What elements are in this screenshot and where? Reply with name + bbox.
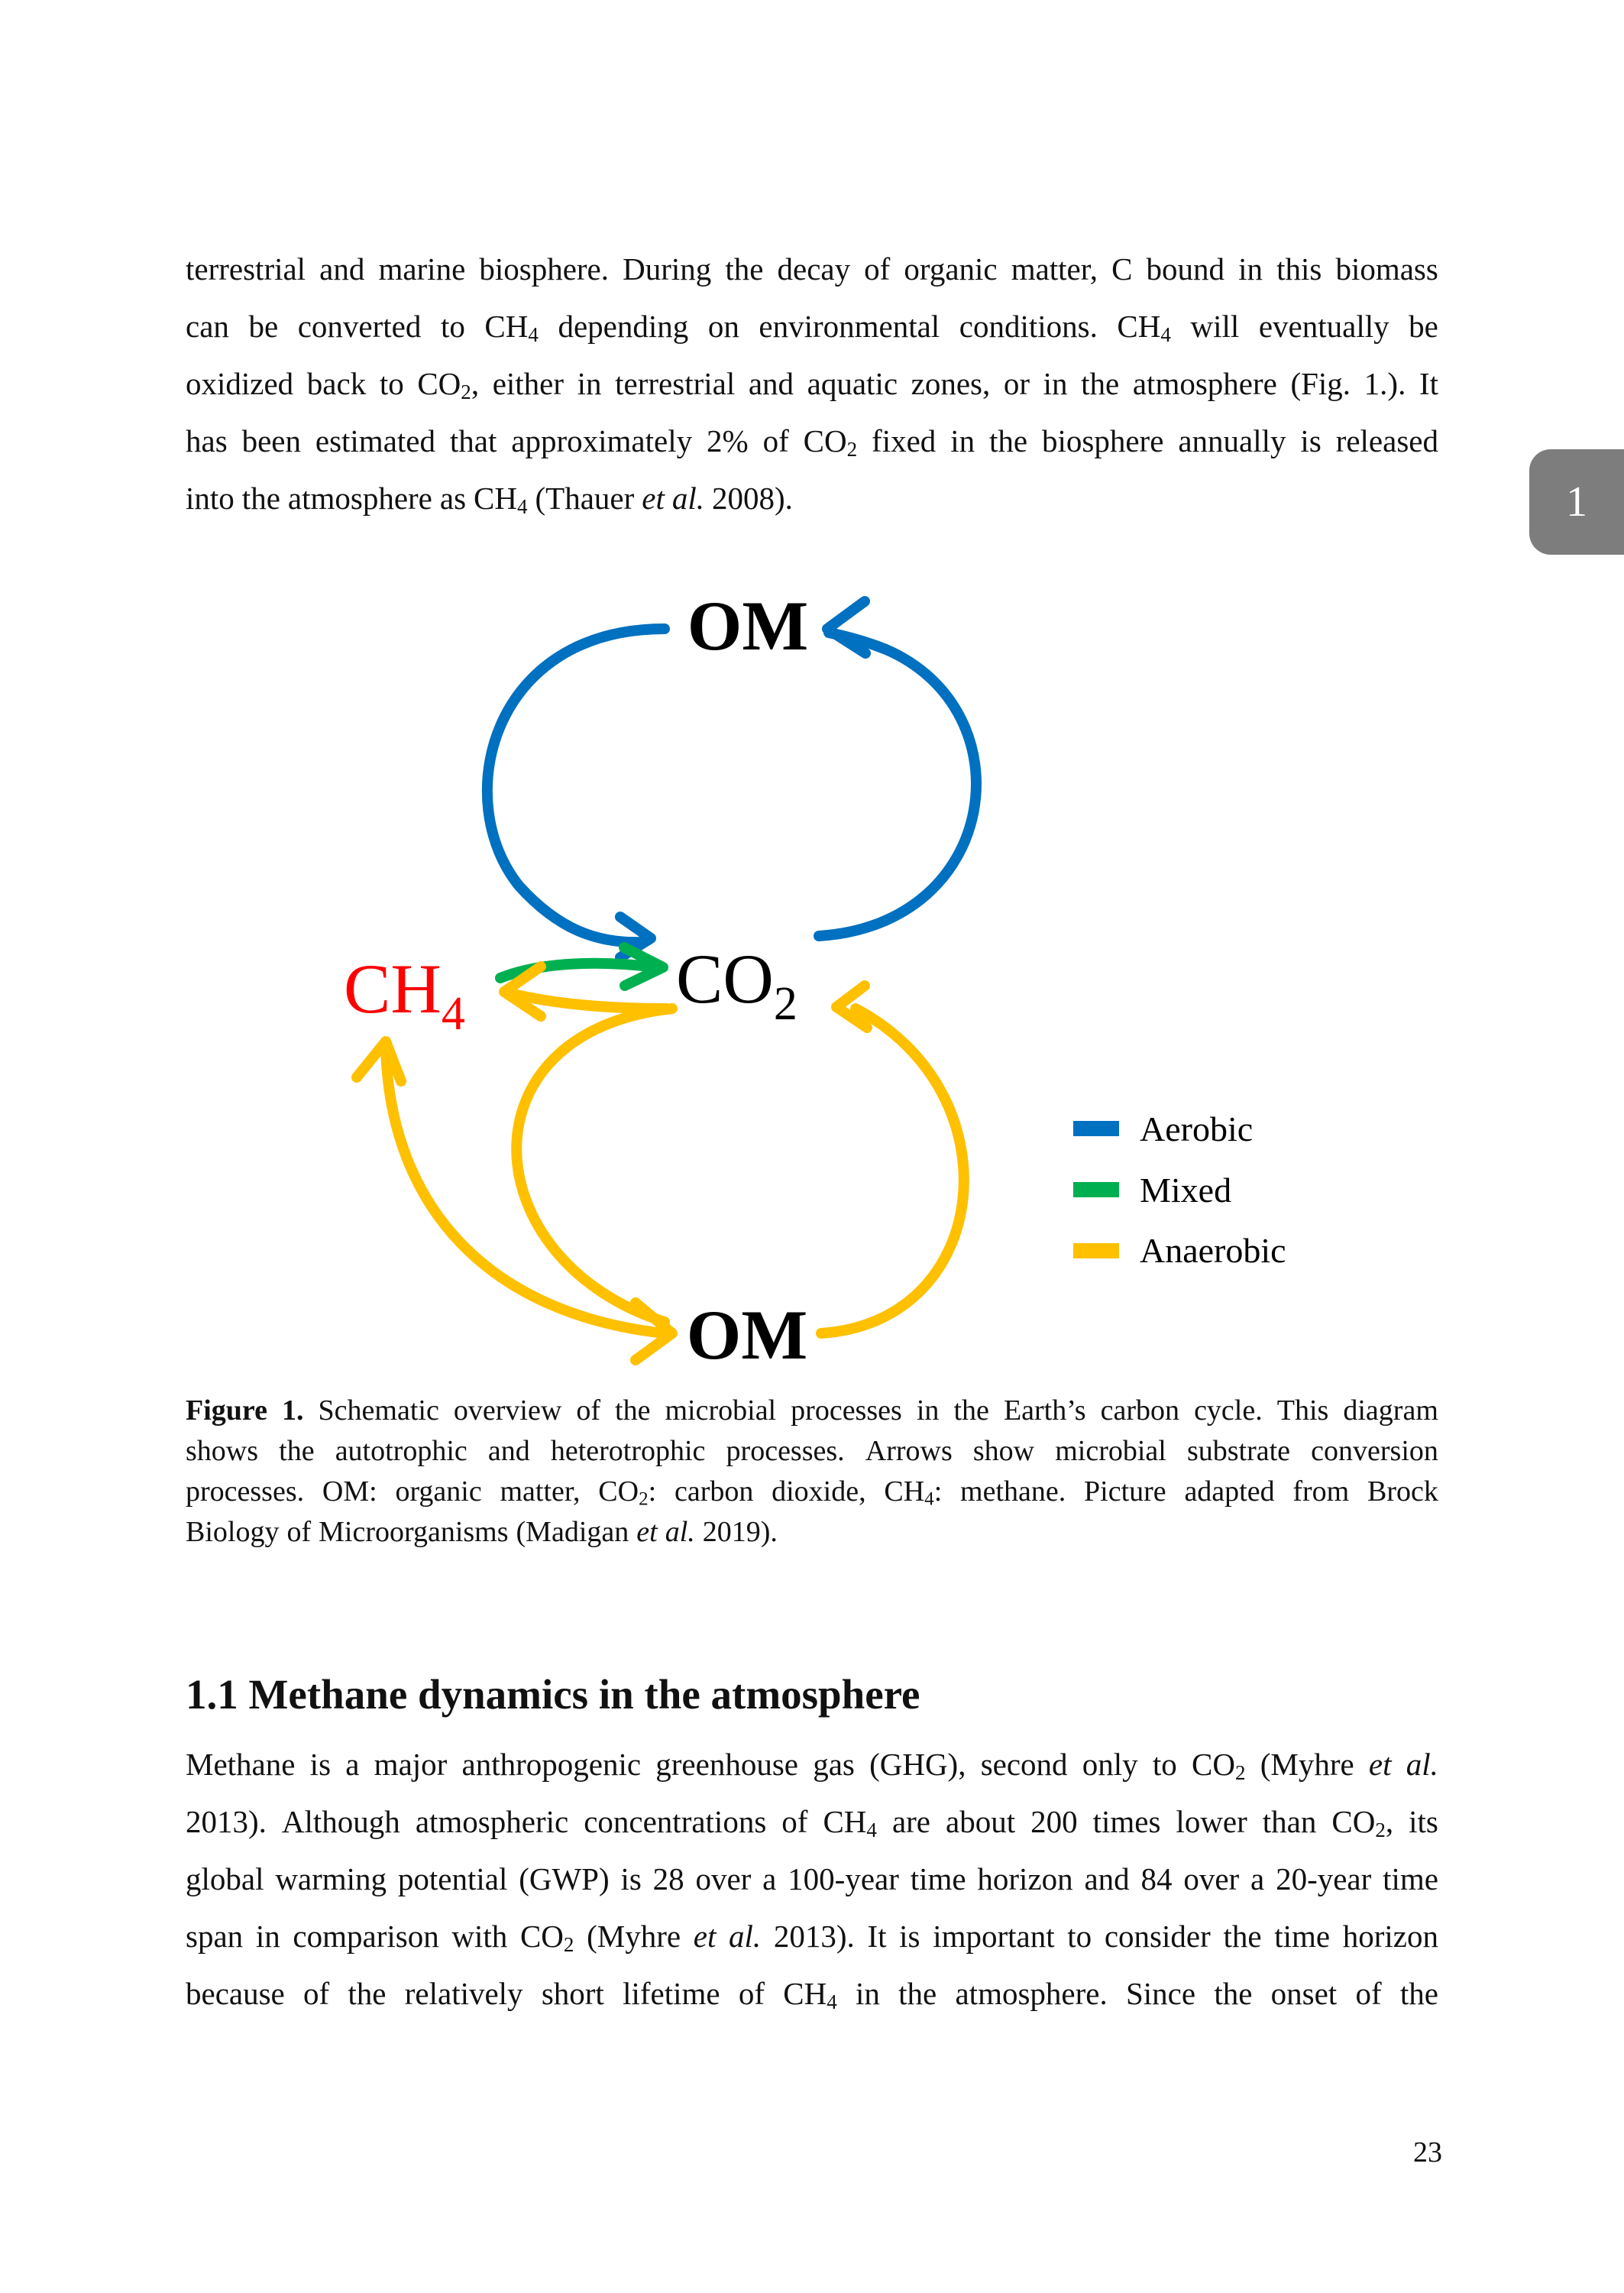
arrow-co2-to-om-anaerobic	[516, 1009, 672, 1322]
word: the	[898, 1976, 937, 2011]
word: concentrations	[584, 1804, 767, 1839]
word: atmosphere	[287, 481, 432, 516]
word: global	[186, 1861, 264, 1896]
figure-caption	[186, 1391, 1438, 1553]
text-line	[186, 298, 1438, 355]
word: the	[1399, 1976, 1438, 2011]
word: processes.	[726, 1435, 845, 1467]
legend-swatch-aerobic	[1073, 1121, 1119, 1136]
word: $CH_4$	[823, 1804, 877, 1841]
word: the	[953, 1394, 989, 1427]
word: $CH_4$	[484, 309, 539, 346]
word: to	[440, 309, 465, 344]
arrow-om-to-co2-aerobic	[487, 629, 665, 942]
word: greenhouse	[655, 1747, 798, 1782]
label-co2	[676, 940, 797, 1030]
caption-line	[186, 1391, 1438, 1431]
text-line	[186, 241, 1438, 298]
word: This	[1276, 1394, 1329, 1427]
word: warming	[275, 1861, 387, 1896]
word: and	[748, 366, 794, 401]
word: of	[576, 1394, 600, 1427]
word: Earth’s	[1003, 1394, 1086, 1427]
word: (Madigan	[516, 1516, 629, 1548]
word: methane.	[960, 1475, 1066, 1508]
word: potential	[397, 1861, 508, 1896]
word: in	[916, 1394, 940, 1427]
word: terrestrial	[186, 251, 306, 287]
text-line	[186, 1793, 1438, 1851]
word: a	[762, 1861, 777, 1896]
text-line	[186, 470, 1438, 527]
word: (GWP)	[519, 1861, 610, 1896]
word: times	[1092, 1804, 1161, 1839]
word: processes	[791, 1394, 902, 1427]
word: of	[303, 1976, 330, 2011]
word: (Myhre	[587, 1919, 681, 1954]
word: et	[636, 1516, 658, 1548]
word: $CH_4$	[1117, 309, 1171, 346]
word: horizon	[977, 1861, 1073, 1896]
word: diagram	[1343, 1394, 1438, 1427]
word: conversion	[1311, 1435, 1438, 1467]
word: aquatic	[807, 366, 898, 401]
word: $CH_4$	[474, 481, 528, 518]
word: dioxide,	[772, 1475, 866, 1508]
word: as	[439, 481, 467, 516]
word: terrestrial	[615, 366, 736, 401]
word: matter,	[1011, 251, 1098, 287]
word: over	[695, 1861, 752, 1896]
word: conditions.	[959, 309, 1098, 344]
word: major	[374, 1747, 448, 1782]
word: estimated	[315, 423, 435, 458]
word: onset	[1270, 1976, 1338, 2011]
word: (GHG),	[869, 1747, 966, 1782]
word: released	[1335, 423, 1438, 458]
word: in	[855, 1976, 880, 2011]
word: this	[1276, 251, 1322, 287]
legend	[1073, 1109, 1286, 1270]
word: (Fig.	[1290, 366, 1351, 401]
word: fixed	[872, 423, 937, 458]
word: $CO_2$	[519, 1919, 574, 1956]
word: show	[972, 1435, 1035, 1467]
word: $CH_4$	[783, 1976, 837, 2013]
word: about	[946, 1804, 1016, 1839]
word: Microorganisms	[319, 1516, 509, 1548]
arrowhead-ch4-up-anaerobic	[357, 1041, 401, 1081]
word: $CO_2$,	[417, 366, 480, 403]
word: Arrows	[865, 1435, 953, 1467]
word: cycle.	[1194, 1394, 1263, 1427]
label-co2-subscript: 2	[773, 978, 797, 1030]
word: that	[449, 423, 497, 458]
label-ch4-main: CH	[344, 950, 442, 1028]
word: comparison	[293, 1919, 439, 1954]
word: gas	[813, 1747, 855, 1782]
legend-label-anaerobic: Anaerobic	[1140, 1231, 1286, 1270]
word: biomass	[1335, 251, 1438, 287]
word: During	[623, 251, 712, 287]
carbon-cycle-diagram	[0, 565, 1624, 1375]
word: time	[1274, 1919, 1331, 1954]
word: 2019).	[702, 1516, 778, 1548]
word: of	[781, 1804, 808, 1839]
word: Methane	[186, 1747, 296, 1782]
word: 2013).	[773, 1919, 855, 1954]
word: the	[725, 251, 764, 287]
word: Figure	[186, 1394, 267, 1427]
word: 100-year	[788, 1861, 899, 1896]
word: al.	[1406, 1747, 1438, 1782]
word: has	[186, 423, 228, 458]
word: annually	[1178, 423, 1286, 458]
word: lifetime	[623, 1976, 720, 2011]
word: substrate	[1186, 1435, 1291, 1467]
word: overview	[453, 1394, 562, 1427]
word: $CH_4$:	[884, 1475, 943, 1510]
word: the	[279, 1435, 315, 1467]
word: to	[1152, 1747, 1177, 1782]
word: only	[1082, 1747, 1138, 1782]
word: in	[1043, 366, 1068, 401]
word: in	[1238, 251, 1263, 287]
word: converted	[297, 309, 422, 344]
word: lower	[1176, 1804, 1247, 1839]
word: of	[1355, 1976, 1382, 2011]
word: 2013).	[186, 1804, 267, 1839]
word: relatively	[404, 1976, 523, 2011]
word: its	[1409, 1804, 1438, 1839]
word: 84	[1140, 1861, 1173, 1896]
word: biosphere	[1042, 423, 1164, 458]
paragraph-intro	[186, 241, 1438, 527]
word: anthropogenic	[461, 1747, 642, 1782]
word: organic	[395, 1475, 482, 1508]
word: It	[1419, 366, 1438, 401]
legend-swatch-mixed	[1073, 1182, 1119, 1197]
text-line	[186, 413, 1438, 470]
word: can	[186, 309, 229, 344]
word: with	[451, 1919, 508, 1954]
word: the	[348, 1976, 387, 2011]
legend-label-mixed: Mixed	[1140, 1171, 1232, 1210]
word: 2008).	[712, 481, 793, 516]
word: back	[306, 366, 367, 401]
word: atmosphere.	[955, 1976, 1108, 2011]
word: second	[980, 1747, 1068, 1782]
paragraph-methane	[186, 1736, 1438, 2023]
text-line	[186, 1908, 1438, 1965]
word: and	[487, 1435, 530, 1467]
word: atmospheric	[415, 1804, 569, 1839]
chapter-tab: 1	[1529, 449, 1624, 555]
word: al.	[729, 1919, 762, 1954]
word: to	[379, 366, 404, 401]
word: a	[345, 1747, 360, 1782]
word: al.	[665, 1516, 695, 1548]
word: atmosphere	[1132, 366, 1277, 401]
word: over	[1183, 1861, 1240, 1896]
word: Schematic	[318, 1394, 439, 1427]
word: be	[1409, 309, 1438, 344]
word: matter,	[500, 1475, 581, 1508]
label-ch4	[344, 950, 465, 1040]
word: into	[186, 481, 235, 516]
word: to	[1067, 1919, 1092, 1954]
word: Although	[281, 1804, 400, 1839]
arrow-co2-to-om-aerobic	[819, 633, 976, 936]
word: OM:	[322, 1475, 377, 1508]
word: et	[1368, 1747, 1392, 1782]
word: either	[492, 366, 565, 401]
word: a	[1250, 1861, 1265, 1896]
word: span	[186, 1919, 244, 1954]
word: et	[642, 481, 665, 516]
word: 1.).	[1364, 366, 1406, 401]
caption-line	[186, 1512, 1438, 1553]
word: shows	[186, 1435, 259, 1467]
word: the	[1223, 1919, 1262, 1954]
label-om-bottom: OM	[686, 1296, 808, 1374]
text-line	[186, 355, 1438, 413]
word: time	[1383, 1861, 1438, 1896]
word: C	[1111, 251, 1133, 287]
word: 2%	[707, 423, 749, 458]
caption-line	[186, 1472, 1438, 1512]
label-co2-main: CO	[676, 940, 774, 1018]
word: in	[950, 423, 975, 458]
word: time	[910, 1861, 966, 1896]
word: (Thauer	[535, 481, 635, 516]
word: microbial	[665, 1394, 777, 1427]
arrowhead-om-aerobic	[827, 601, 865, 653]
word: in	[577, 366, 602, 401]
word: 28	[652, 1861, 684, 1896]
word: is	[899, 1919, 920, 1954]
word: and	[1084, 1861, 1130, 1896]
word: on	[707, 309, 739, 344]
word: of	[864, 251, 891, 287]
word: bound	[1146, 251, 1225, 287]
word: short	[541, 1976, 604, 2011]
word: from	[1292, 1475, 1350, 1508]
word: be	[248, 309, 279, 344]
word: $CO_2$	[1192, 1747, 1246, 1784]
page-number: 23	[1413, 2136, 1442, 2168]
word: will	[1190, 309, 1240, 344]
word: adapted	[1184, 1475, 1275, 1508]
word: the	[989, 423, 1028, 458]
label-om-top: OM	[687, 587, 809, 665]
section-heading: 1.1 Methane dynamics in the atmosphere	[186, 1671, 920, 1718]
word: autotrophic	[335, 1435, 467, 1467]
word: biosphere.	[479, 251, 610, 287]
word: of	[286, 1516, 312, 1548]
word: decay	[777, 251, 851, 287]
word: microbial	[1055, 1435, 1166, 1467]
word: been	[241, 423, 301, 458]
word: and	[319, 251, 365, 287]
word: eventually	[1258, 309, 1389, 344]
word: the	[1214, 1976, 1253, 2011]
word: 200	[1030, 1804, 1078, 1839]
word: et	[693, 1919, 717, 1954]
word: processes.	[186, 1475, 305, 1508]
text-line	[186, 1965, 1438, 2023]
word: because	[186, 1976, 285, 2011]
word: heterotrophic	[550, 1435, 706, 1467]
word: consider	[1104, 1919, 1211, 1954]
word: It	[867, 1919, 887, 1954]
word: 1.	[282, 1394, 304, 1427]
word: is	[309, 1747, 332, 1782]
word: of	[738, 1976, 765, 2011]
word: zones,	[911, 366, 991, 401]
word: the	[1081, 366, 1120, 401]
word: $CO_2$	[803, 423, 858, 461]
legend-label-aerobic: Aerobic	[1140, 1109, 1254, 1148]
word: Brock	[1367, 1475, 1438, 1508]
word: is	[620, 1861, 642, 1896]
word: the	[615, 1394, 651, 1427]
word: oxidized	[186, 366, 294, 401]
word: 20-year	[1276, 1861, 1372, 1896]
word: carbon	[1100, 1394, 1180, 1427]
word: organic	[904, 251, 998, 287]
word: the	[241, 481, 280, 516]
text-line	[186, 1851, 1438, 1908]
word: of	[762, 423, 789, 458]
caption-line	[186, 1431, 1438, 1472]
word: depending	[558, 309, 689, 344]
word: al.	[671, 481, 705, 516]
word: in	[255, 1919, 280, 1954]
word: approximately	[511, 423, 693, 458]
word: (Myhre	[1260, 1747, 1354, 1782]
word: Picture	[1084, 1475, 1166, 1508]
word: carbon	[674, 1475, 754, 1508]
label-ch4-subscript: 4	[441, 988, 465, 1040]
word: than	[1262, 1804, 1317, 1839]
word: is	[1300, 423, 1322, 458]
arrow-om-to-co2-anaerobic	[821, 1009, 964, 1333]
word: or	[1003, 366, 1030, 401]
word: are	[891, 1804, 930, 1839]
legend-swatch-anaerobic	[1073, 1243, 1119, 1258]
text-line	[186, 1736, 1438, 1793]
word: important	[933, 1919, 1055, 1954]
word: Biology	[186, 1516, 280, 1548]
word: environmental	[759, 309, 940, 344]
word: $CO_2$,	[1331, 1804, 1394, 1841]
word: $CO_2$:	[598, 1475, 657, 1510]
word: marine	[378, 251, 466, 287]
word: horizon	[1342, 1919, 1438, 1954]
word: Since	[1125, 1976, 1196, 2011]
